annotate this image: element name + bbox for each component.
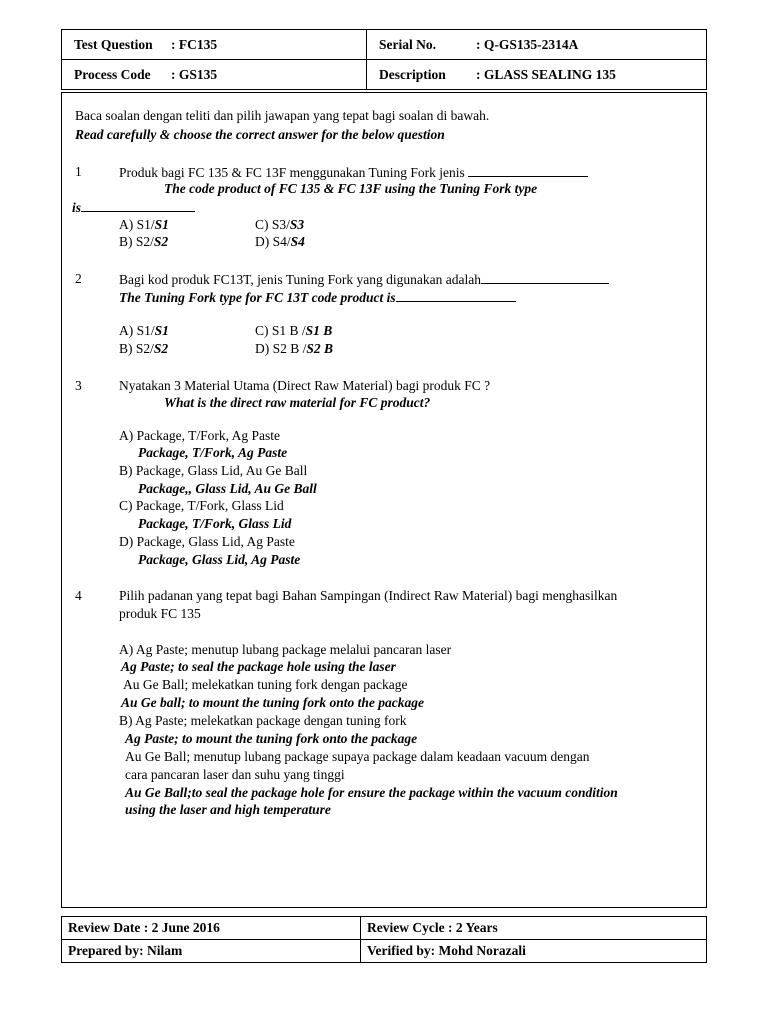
description-label: Description [379, 66, 446, 82]
q3-english: What is the direct raw material for FC product? [164, 395, 431, 410]
q3-option-c: C) Package, T/Fork, Glass Lid [119, 498, 284, 513]
q2-number: 2 [75, 271, 82, 286]
intro-malay: Baca soalan dengan teliti dan pilih jawapan yang tepat bagi soalan di bawah. [75, 108, 490, 123]
q4-number: 4 [75, 588, 82, 603]
q2-option-b [119, 340, 168, 357]
q1-option-a-en: S1 [154, 217, 169, 232]
q1-option-c [255, 216, 304, 233]
q4-malay-2: produk FC 135 [119, 606, 201, 621]
q1-option-d-en: S4 [290, 234, 305, 249]
q4-malay-1: Pilih padanan yang tepat bagi Bahan Sampingan (Indirect Raw Material) bagi menghasilkan [119, 588, 618, 603]
q3-option-a-en: Package, T/Fork, Ag Paste [138, 445, 288, 460]
q2-option-b-text: B) S2/ [119, 341, 154, 356]
q1-answer-blank [468, 163, 588, 177]
q2-option-a-text: A) S1/ [119, 323, 155, 338]
q1-option-b [119, 233, 168, 250]
q1-option-c-en: S3 [289, 217, 305, 232]
description-cell [367, 60, 707, 90]
q1-english: The code product of FC 135 & FC 13F using the Tuning Fork type [164, 181, 538, 196]
q2-answer-blank [481, 270, 609, 284]
q1-english-cont-line [72, 198, 195, 216]
q1-option-a [119, 216, 169, 233]
q2-option-c [255, 322, 332, 339]
footer-table [61, 916, 707, 963]
q2-option-b-en: S2 [153, 341, 169, 356]
q3-option-d: D) Package, Glass Lid, Ag Paste [119, 534, 295, 549]
test-question-label: Test Question [74, 36, 153, 52]
verified-by: Verified by: Mohd Norazali [361, 940, 707, 963]
q4-option-a2: Au Ge Ball; melekatkan tuning fork dengan package [123, 677, 408, 692]
q4-option-b2-en-line2: using the laser and high temperature [125, 802, 331, 817]
serial-value: : Q-GS135-2314A [476, 36, 579, 52]
q2-option-c-en: S1 B [305, 323, 333, 338]
q3-number: 3 [75, 378, 82, 393]
q1-option-b-text: B) S2/ [119, 234, 154, 249]
q2-malay-line [119, 270, 609, 288]
q3-option-c-en: Package, T/Fork, Glass Lid [138, 516, 292, 531]
process-code-cell [62, 60, 367, 90]
q3-option-b-en: Package,, Glass Lid, Au Ge Ball [138, 481, 317, 496]
review-date: Review Date : 2 June 2016 [62, 917, 361, 940]
q4-option-b2-line2: cara pancaran laser dan suhu yang tinggi [125, 767, 345, 782]
q2-english: The Tuning Fork type for FC 13T code product is [119, 290, 396, 305]
q2-option-c-text: C) S1 B / [255, 323, 306, 338]
q1-option-a-text: A) S1/ [119, 217, 155, 232]
q1-option-b-en: S2 [153, 234, 169, 249]
test-question-cell [62, 30, 367, 60]
prepared-by: Prepared by: Nilam [62, 940, 361, 963]
q4-option-b1: B) Ag Paste; melekatkan package dengan tuning fork [119, 713, 407, 728]
q2-english-line [119, 288, 516, 306]
test-question-value: : FC135 [171, 36, 218, 52]
q1-option-d [255, 233, 305, 250]
q2-option-d-en: S2 B [306, 341, 334, 356]
q1-malay-line [119, 163, 588, 181]
q3-option-b: B) Package, Glass Lid, Au Ge Ball [119, 463, 308, 478]
intro-english: Read carefully & choose the correct answer for the below question [75, 127, 445, 142]
serial-label: Serial No. [379, 36, 436, 52]
q1-english-cont: is [72, 200, 82, 215]
q2-answer-blank-2 [396, 288, 516, 302]
q2-option-d-text: D) S2 B / [255, 341, 307, 356]
q1-number: 1 [75, 164, 82, 179]
q1-option-d-text: D) S4/ [255, 234, 291, 249]
q4-option-a1: A) Ag Paste; menutup lubang package melalui pancaran laser [119, 642, 452, 657]
serial-cell [367, 30, 707, 60]
q3-malay: Nyatakan 3 Material Utama (Direct Raw Material) bagi produk FC ? [119, 378, 491, 393]
q1-option-c-text: C) S3/ [255, 217, 290, 232]
q3-option-a: A) Package, T/Fork, Ag Paste [119, 428, 280, 443]
q3-option-d-en: Package, Glass Lid, Ag Paste [138, 552, 301, 567]
process-code-value: : GS135 [171, 66, 218, 82]
description-value: : GLASS SEALING 135 [476, 66, 616, 82]
review-cycle: Review Cycle : 2 Years [361, 917, 707, 940]
process-code-label: Process Code [74, 66, 151, 82]
q4-option-a1-en: Ag Paste; to seal the package hole using the laser [121, 659, 396, 674]
q4-option-a2-en: Au Ge ball; to mount the tuning fork onto the package [121, 695, 425, 710]
q1-malay: Produk bagi FC 135 & FC 13F menggunakan Tuning Fork jenis [119, 165, 465, 180]
q2-malay: Bagi kod produk FC13T, jenis Tuning Fork yang digunakan adalah [119, 272, 481, 287]
q1-answer-blank-2 [81, 198, 195, 212]
q4-option-b1-en: Ag Paste; to mount the tuning fork onto the package [125, 731, 418, 746]
q2-option-a [119, 322, 169, 339]
q4-option-b2-line1: Au Ge Ball; menutup lubang package supaya package dalam keadaan vacuum dengan [125, 749, 590, 764]
header-table [61, 29, 707, 90]
q4-option-b2-en-line1: Au Ge Ball;to seal the package hole for ensure the package within the vacuum condition [125, 785, 618, 800]
question-body [61, 92, 707, 908]
q2-option-d [255, 340, 333, 357]
q2-option-a-en: S1 [154, 323, 169, 338]
